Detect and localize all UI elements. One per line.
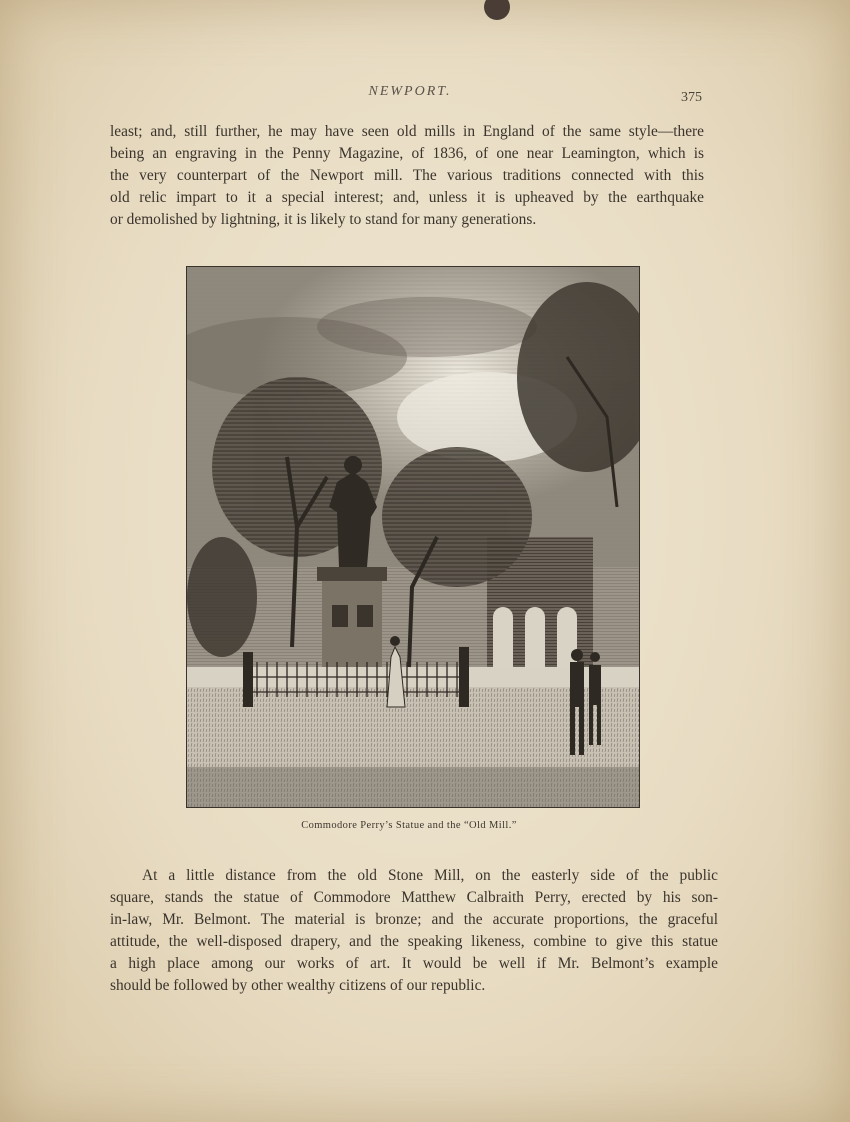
running-title: NEWPORT.	[368, 84, 452, 99]
figure-caption	[0, 820, 850, 831]
text-line: attitude, the well-disposed drapery, and the speaking likeness, combine to give this statue	[110, 933, 718, 950]
text-line: in-law, Mr. Belmont. The material is bronze; and the accurate proportions, the graceful	[110, 911, 718, 928]
text-line: a high place among our works of art. It would be well if Mr. Belmont’s example	[110, 955, 718, 972]
paragraph-top	[110, 121, 704, 231]
page-number: 375	[681, 90, 702, 105]
text-line: least; and, still further, he may have seen old mills in England of the same style—there	[110, 123, 704, 140]
text-line: square, stands the statue of Commodore Matthew Calbraith Perry, erected by his son-	[110, 889, 718, 906]
paragraph-bottom	[110, 865, 718, 997]
text-line: At a little distance from the old Stone Mill, on the easterly side of the public	[142, 867, 718, 884]
binding-hole	[484, 0, 510, 20]
text-line: should be followed by other wealthy citizens of our republic.	[110, 977, 486, 994]
text-line: being an engraving in the Penny Magazine, of 1836, of one near Leamington, which is	[110, 145, 704, 162]
engraving-illustration	[186, 266, 640, 808]
iron-fence	[247, 662, 467, 697]
text-line: old relic impart to it a special interest; and, unless it is upheaved by the earthquake	[110, 189, 704, 206]
text-line: the very counterpart of the Newport mill. The various traditions connected with this	[110, 167, 704, 184]
caption-text: Commodore Perry’s Statue and the “Old Mill.”	[301, 820, 517, 831]
text-line: or demolished by lightning, it is likely to stand for many generations.	[110, 211, 537, 228]
